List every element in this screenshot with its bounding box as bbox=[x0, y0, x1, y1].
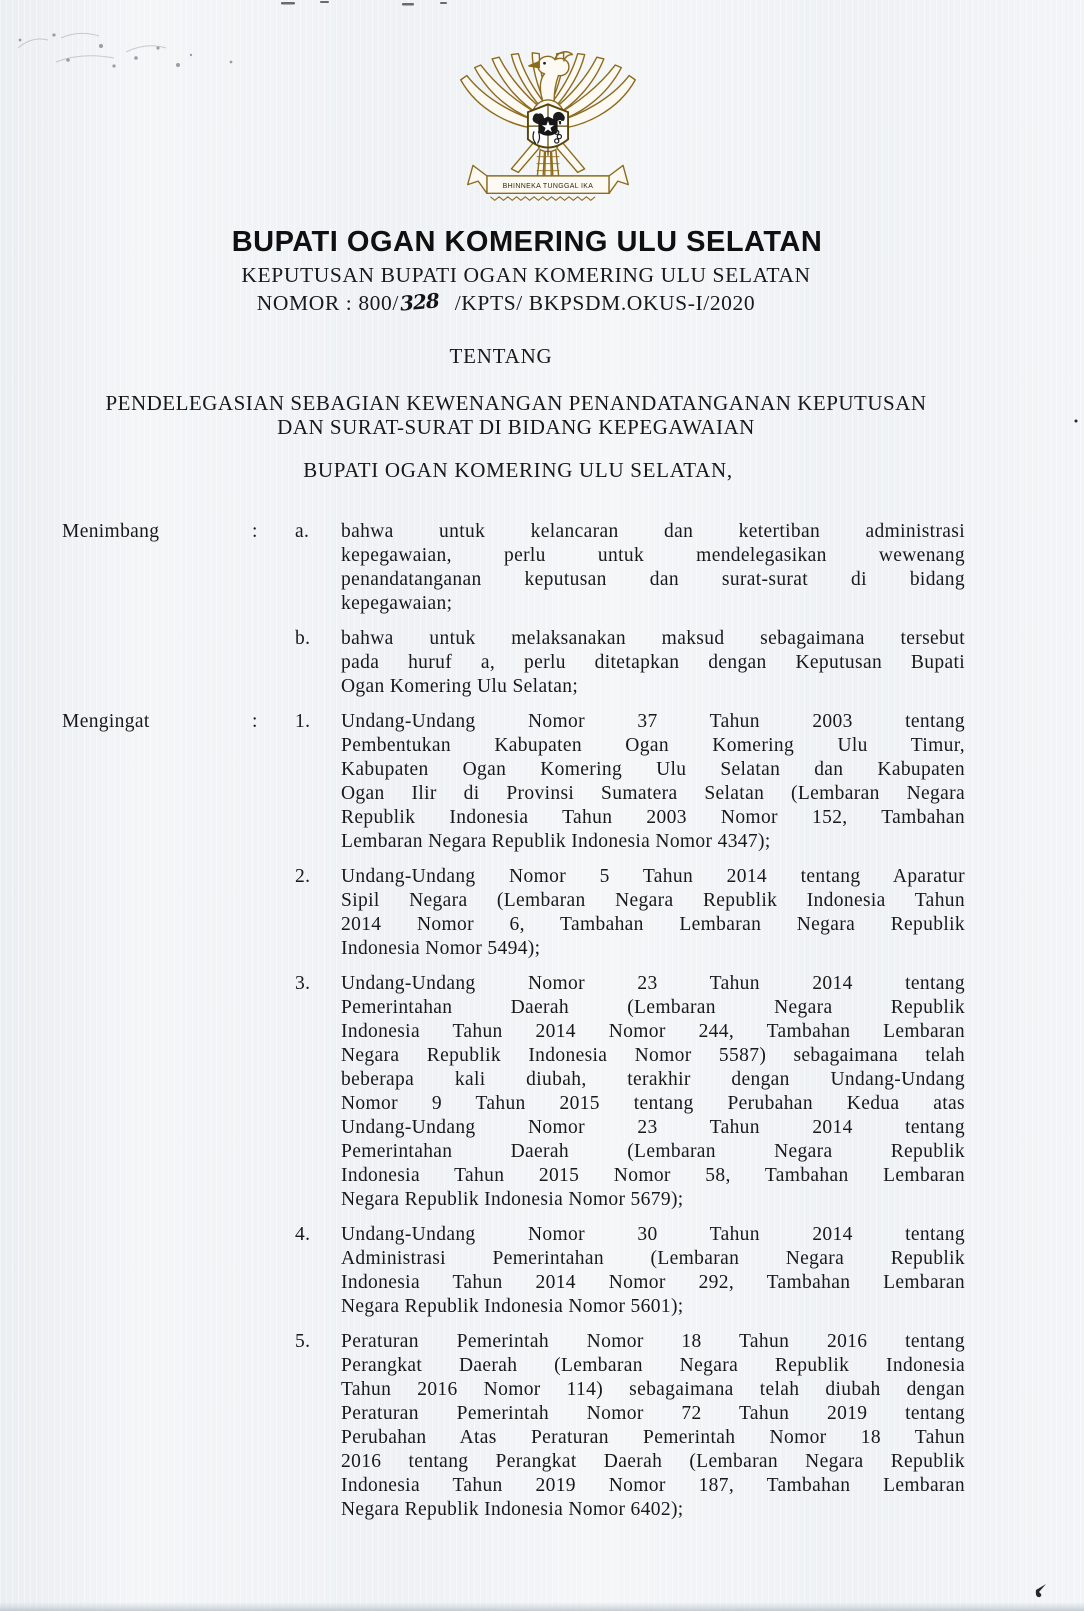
section-label: Menimbang bbox=[62, 521, 160, 542]
item-text: Undang-Undang Nomor 30 Tahun 2014 tentang Administrasi Pemerintahan (Lembaran Negara Republik Indonesia Tahun 2014 Nomor 292, Tambahan Lembaran Negara Republik Indonesia Nomor 5601); bbox=[341, 1224, 965, 1317]
item-marker: 1. bbox=[295, 711, 311, 732]
section-colon: : bbox=[252, 711, 258, 732]
legal-basis-item bbox=[62, 972, 965, 1212]
section-mengingat bbox=[62, 710, 965, 1522]
item-text: Undang-Undang Nomor 37 Tahun 2003 tentang Pembentukan Kabupaten Ogan Komering Ulu Timur, Kabupaten Ogan Komering Ulu Selatan dan Kabupaten Ogan Ilir di Provinsi Sumatera Selatan (Lembaran Negara Republik Indonesia Tahun 2003 Nomor 152, Tambahan Lembaran Negara Republik Indonesia Nomor 4347); bbox=[341, 711, 965, 852]
item-marker: b. bbox=[295, 628, 311, 649]
eye bbox=[543, 62, 546, 65]
item-text: Peraturan Pemerintah Nomor 18 Tahun 2016 tentang Perangkat Daerah (Lembaran Negara Republik Indonesia Tahun 2016 Nomor 114) sebagaimana telah diubah dengan Peraturan Pemerintah Nomor 72 Tahun 2019 tentang Perubahan Atas Peraturan Pemerintah Nomor 18 Tahun 2016 tentang Perangkat Daerah (Lembaran Negara Republik Indonesia Tahun 2019 Nomor 187, Tambahan Lembaran Negara Republik Indonesia Nomor 6402); bbox=[341, 1331, 965, 1520]
issuer-salutation: BUPATI OGAN KOMERING ULU SELATAN, bbox=[303, 458, 733, 482]
pencil-scribble-marks bbox=[6, 10, 256, 80]
authority-title: BUPATI OGAN KOMERING ULU SELATAN bbox=[231, 226, 823, 258]
legal-basis-item bbox=[62, 1223, 965, 1319]
item-text: bahwa untuk melaksanakan maksud sebagaimana tersebut pada huruf a, perlu ditetapkan dengan Keputusan Bupati Ogan Komering Ulu Selatan; bbox=[341, 628, 965, 697]
item-text: Undang-Undang Nomor 23 Tahun 2014 tentang Pemerintahan Daerah (Lembaran Negara Republik Indonesia Tahun 2014 Nomor 244, Tambahan Lembaran Negara Republik Indonesia Nomor 5587) sebagaimana telah beberapa kali diubah, terakhir dengan Undang-Undang Nomor 9 Tahun 2015 tentang Perubahan Kedua atas Undang-Undang Nomor 23 Tahun 2014 tentang Pemerintahan Daerah (Lembaran Negara Republik Indonesia Tahun 2015 Nomor 58, Tambahan Lembaran Negara Republik Indonesia Nomor 5679); bbox=[341, 973, 965, 1210]
decree-title: KEPUTUSAN BUPATI OGAN KOMERING ULU SELATAN bbox=[241, 263, 811, 287]
consideration-item bbox=[62, 627, 965, 699]
decree-subject-line1: PENDELEGASIAN SEBAGIAN KEWENANGAN PENANDATANGANAN KEPUTUSAN bbox=[105, 391, 927, 415]
legal-basis-item bbox=[62, 710, 965, 854]
item-text: Undang-Undang Nomor 5 Tahun 2014 tentang Aparatur Sipil Negara (Lembaran Negara Republik Indonesia Tahun 2014 Nomor 6, Tambahan Lembaran Negara Republik Indonesia Nomor 5494); bbox=[341, 866, 965, 959]
decree-number-suffix: /KPTS/ BKPSDM.OKUS-I/2020 bbox=[454, 291, 756, 315]
section-label: Mengingat bbox=[62, 711, 150, 732]
handwritten-number: 328 bbox=[398, 288, 440, 316]
item-marker: 3. bbox=[295, 973, 311, 994]
legal-basis-item bbox=[62, 865, 965, 961]
decree-number-line bbox=[0, 288, 1012, 316]
item-marker: 5. bbox=[295, 1331, 311, 1352]
tail-fringe bbox=[490, 197, 595, 200]
decree-subject bbox=[0, 391, 1032, 439]
decree-subject-line2: DAN SURAT-SURAT DI BIDANG KEPEGAWAIAN bbox=[277, 415, 755, 439]
right-leg bbox=[557, 141, 585, 172]
left-leg bbox=[511, 141, 539, 172]
legal-basis-item bbox=[62, 1330, 965, 1522]
consideration-item bbox=[62, 520, 965, 616]
considerations-block bbox=[62, 520, 965, 1522]
garuda-pancasila-emblem bbox=[452, 48, 644, 206]
decree-number-prefix: NOMOR : 800/ bbox=[256, 291, 399, 315]
item-marker: a. bbox=[295, 521, 310, 542]
item-marker: 2. bbox=[295, 866, 311, 887]
tentang-label: TENTANG bbox=[449, 344, 553, 368]
banner-text: BHINNEKA TUNGGAL IKA bbox=[502, 183, 594, 191]
item-marker: 4. bbox=[295, 1224, 311, 1245]
item-text: bahwa untuk kelancaran dan ketertiban administrasi kepegawaian, perlu untuk mendelegasikan wewenang penandatanganan keputusan dan surat-surat di bidang kepegawaian; bbox=[341, 521, 965, 614]
section-menimbang bbox=[62, 520, 965, 699]
section-colon: : bbox=[252, 521, 258, 542]
